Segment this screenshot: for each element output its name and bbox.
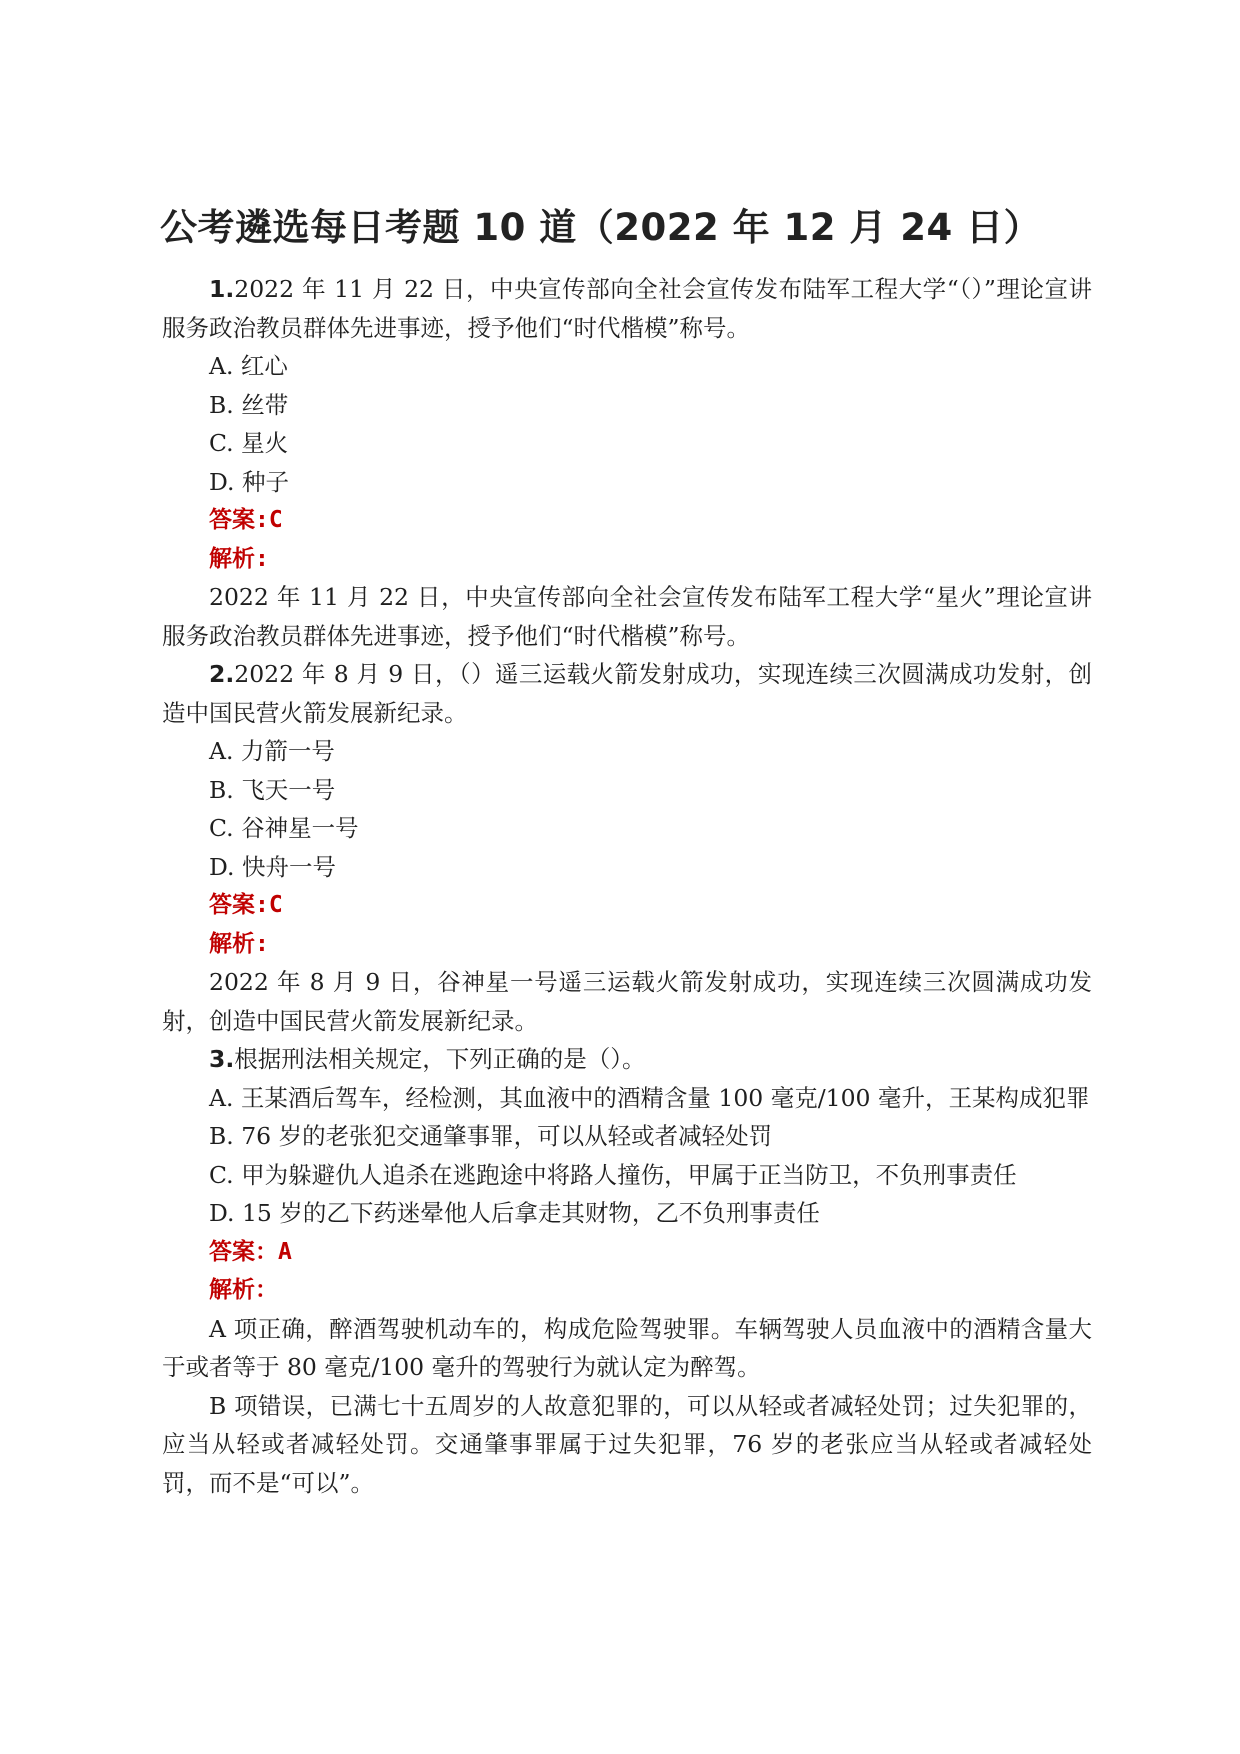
question-number: 1. — [209, 275, 235, 303]
question-text: 2022 年 8 月 9 日，（）遥三运载火箭发射成功，实现连续三次圆满成功发射，创造中国民营火箭发展新纪录。 — [162, 660, 1092, 727]
answer-label: 答案：A — [209, 1238, 292, 1265]
analysis-label: 解析： — [209, 1277, 278, 1303]
question-3 — [162, 1040, 1092, 1502]
option-b: B. 飞天一号 — [209, 775, 336, 804]
option-a: A. 红心 — [209, 352, 288, 380]
analysis-text: 2022 年 8 月 9 日，谷神星一号遥三运载火箭发射成功，实现连续三次圆满成功发射，创造中国民营火箭发展新纪录。 — [162, 968, 1092, 1035]
question-1 — [162, 270, 1092, 655]
option-a: A. 力箭一号 — [209, 737, 335, 765]
option-c: C. 星火 — [209, 429, 289, 457]
analysis-text: B 项错误，已满七十五周岁的人故意犯罪的，可以从轻或者减轻处罚；过失犯罪的，应当从轻或者减轻处罚。交通肇事罪属于过失犯罪，76 岁的老张应当从轻或者减轻处罚，而不是“可以”。 — [162, 1391, 1092, 1497]
option-d: D. 15 岁的乙下药迷晕他人后拿走其财物，乙不负刑事责任 — [209, 1199, 820, 1227]
question-number: 2. — [209, 660, 235, 688]
question-2 — [162, 655, 1092, 1040]
option-c: C. 甲为躲避仇人追杀在逃跑途中将路人撞伤，甲属于正当防卫，不负刑事责任 — [209, 1160, 1017, 1189]
question-list — [162, 270, 1092, 1502]
analysis-label: 解析: — [209, 545, 269, 572]
option-d: D. 快舟一号 — [209, 852, 336, 881]
answer-label: 答案:C — [209, 892, 283, 918]
option-d: D. 种子 — [209, 467, 289, 496]
option-b: B. 76 岁的老张犯交通肇事罪，可以从轻或者减轻处罚 — [209, 1122, 773, 1150]
analysis-text: A 项正确，醉酒驾驶机动车的，构成危险驾驶罪。车辆驾驶人员血液中的酒精含量大于或者等于 80 毫克/100 毫升的驾驶行为就认定为醉驾。 — [162, 1314, 1092, 1381]
question-number: 3. — [209, 1045, 235, 1073]
question-text: 2022 年 11 月 22 日，中央宣传部向全社会宣传发布陆军工程大学“（）”理论宣讲服务政治教员群体先进事迹，授予他们“时代楷模”称号。 — [162, 275, 1092, 342]
analysis-label: 解析: — [209, 930, 269, 957]
answer-label: 答案:C — [209, 507, 283, 533]
question-stem — [162, 270, 1092, 347]
option-a: A. 王某酒后驾车，经检测，其血液中的酒精含量 100 毫克/100 毫升，王某构成犯罪 — [209, 1083, 1090, 1112]
question-stem — [162, 655, 1092, 732]
question-stem — [162, 1040, 1092, 1079]
option-c: C. 谷神星一号 — [209, 814, 359, 842]
analysis-text: 2022 年 11 月 22 日，中央宣传部向全社会宣传发布陆军工程大学“星火”理论宣讲服务政治教员群体先进事迹，授予他们“时代楷模”称号。 — [162, 583, 1092, 650]
question-text: 根据刑法相关规定，下列正确的是（）。 — [234, 1045, 646, 1073]
page-title: 公考遴选每日考题 10 道（2022 年 12 月 24 日） — [160, 206, 1042, 249]
option-b: B. 丝带 — [209, 390, 289, 419]
